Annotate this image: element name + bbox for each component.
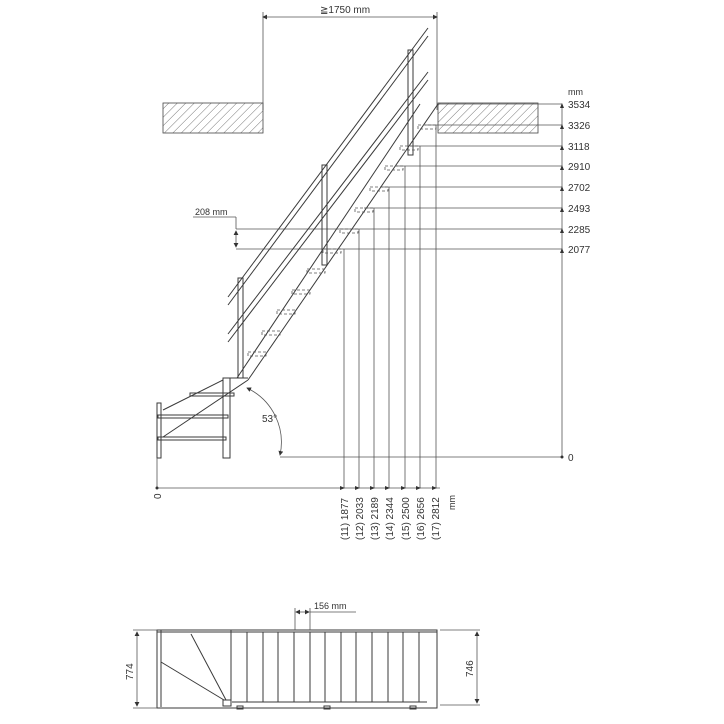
top-width-label: ≧1750 mm xyxy=(320,5,371,16)
plan-right-width-label: 746 xyxy=(465,660,476,677)
height-origin-label: 0 xyxy=(568,453,574,464)
pos-11: (11) 1877 xyxy=(340,497,351,540)
projection-lines xyxy=(344,125,436,488)
angle-label: 53° xyxy=(262,414,278,425)
pos-14: (14) 2344 xyxy=(385,497,396,540)
ceiling-slab-right xyxy=(438,103,538,133)
step-width-label: 156 mm xyxy=(314,601,347,611)
riser-height-label: 208 mm xyxy=(195,207,228,217)
plan-left-width-label: 774 xyxy=(125,663,136,680)
horizontal-unit-label: mm xyxy=(447,495,457,510)
height-2077: 2077 xyxy=(568,245,591,256)
height-2702: 2702 xyxy=(568,183,591,194)
height-3326: 3326 xyxy=(568,121,591,132)
plan-right-width-dimension xyxy=(440,630,480,705)
horizontal-dimension xyxy=(153,458,457,540)
step-width-dimension xyxy=(295,601,356,630)
horizontal-origin-label: 0 xyxy=(153,493,164,499)
height-unit-label: mm xyxy=(568,87,583,97)
height-3534: 3534 xyxy=(568,100,591,111)
pos-15: (15) 2500 xyxy=(401,497,412,540)
plan-left-width-dimension xyxy=(125,630,157,708)
angle-indicator xyxy=(247,388,281,455)
height-3118: 3118 xyxy=(568,142,590,153)
pos-17: (17) 2812 xyxy=(431,497,442,540)
ceiling-slab-left xyxy=(163,103,263,133)
pos-12: (12) 2033 xyxy=(355,497,366,540)
handrails xyxy=(228,28,428,378)
plan-view xyxy=(157,630,437,709)
winder-section xyxy=(157,378,248,458)
pos-13: (13) 2189 xyxy=(370,497,381,540)
height-2285: 2285 xyxy=(568,225,591,236)
pos-16: (16) 2656 xyxy=(416,497,427,540)
riser-height-dimension xyxy=(193,207,236,247)
height-2910: 2910 xyxy=(568,162,591,173)
height-2493: 2493 xyxy=(568,204,591,215)
